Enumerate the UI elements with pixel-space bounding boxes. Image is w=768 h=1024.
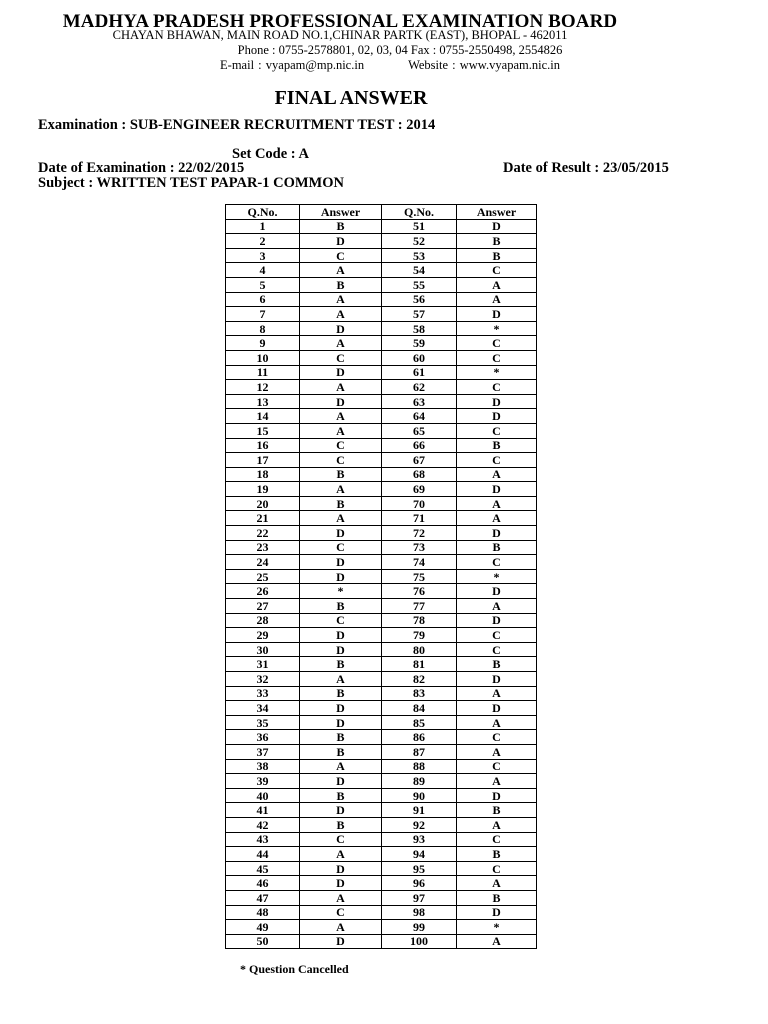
answer-table-body (226, 219, 537, 949)
qno-cell: 19 (226, 482, 300, 497)
qno-cell: 28 (226, 613, 300, 628)
answer-cell: C (300, 248, 382, 263)
qno-cell: 91 (382, 803, 457, 818)
answer-cell: A (457, 817, 537, 832)
answer-cell: D (300, 321, 382, 336)
qno-cell: 70 (382, 496, 457, 511)
answer-cell: B (300, 730, 382, 745)
qno-cell: 14 (226, 409, 300, 424)
answer-cell: B (300, 744, 382, 759)
table-row (226, 248, 537, 263)
answer-cell: D (300, 569, 382, 584)
qno-cell: 1 (226, 219, 300, 234)
answer-cell: D (457, 307, 537, 322)
answer-cell: A (457, 876, 537, 891)
answer-cell: D (457, 394, 537, 409)
answer-key-table (225, 204, 537, 949)
qno-cell: 7 (226, 307, 300, 322)
table-row (226, 569, 537, 584)
answer-cell: D (457, 584, 537, 599)
answer-cell: B (300, 219, 382, 234)
table-row (226, 642, 537, 657)
qno-cell: 37 (226, 744, 300, 759)
qno-cell: 38 (226, 759, 300, 774)
qno-cell: 2 (226, 234, 300, 249)
qno-cell: 49 (226, 920, 300, 935)
qno-cell: 18 (226, 467, 300, 482)
table-row (226, 934, 537, 949)
answer-cell: A (300, 511, 382, 526)
qno-cell: 79 (382, 628, 457, 643)
qno-cell: 11 (226, 365, 300, 380)
answer-cell: B (300, 599, 382, 614)
answer-cell: D (300, 934, 382, 949)
qno-cell: 97 (382, 890, 457, 905)
answer-cell: D (457, 219, 537, 234)
table-row (226, 657, 537, 672)
qno-cell: 82 (382, 672, 457, 687)
answer-cell: C (300, 832, 382, 847)
answer-cell: D (300, 774, 382, 789)
qno-cell: 58 (382, 321, 457, 336)
qno-cell: 78 (382, 613, 457, 628)
qno-cell: 76 (382, 584, 457, 599)
qno-cell: 92 (382, 817, 457, 832)
table-row (226, 219, 537, 234)
answer-cell: A (300, 759, 382, 774)
answer-cell: D (300, 642, 382, 657)
answer-cell: C (300, 613, 382, 628)
qno-cell: 42 (226, 817, 300, 832)
qno-cell: 40 (226, 788, 300, 803)
qno-cell: 53 (382, 248, 457, 263)
table-row (226, 365, 537, 380)
qno-cell: 22 (226, 526, 300, 541)
document-title: FINAL ANSWER (274, 87, 428, 109)
website-text: Website : www.vyapam.nic.in (408, 58, 560, 72)
answer-cell: * (457, 569, 537, 584)
table-row (226, 715, 537, 730)
answer-cell: C (457, 759, 537, 774)
answer-cell: A (300, 409, 382, 424)
table-row (226, 730, 537, 745)
answer-cell: B (300, 277, 382, 292)
answer-cell: C (457, 832, 537, 847)
answer-cell: D (300, 876, 382, 891)
answer-cell: A (457, 511, 537, 526)
table-row (226, 817, 537, 832)
qno-cell: 32 (226, 672, 300, 687)
answer-cell: B (457, 847, 537, 862)
qno-cell: 5 (226, 277, 300, 292)
qno-cell: 85 (382, 715, 457, 730)
qno-cell: 45 (226, 861, 300, 876)
qno-cell: 35 (226, 715, 300, 730)
qno-cell: 74 (382, 555, 457, 570)
qno-cell: 17 (226, 453, 300, 468)
table-row (226, 526, 537, 541)
table-row (226, 511, 537, 526)
answer-cell: C (300, 453, 382, 468)
qno-cell: 95 (382, 861, 457, 876)
qno-cell: 8 (226, 321, 300, 336)
qno-cell: 87 (382, 744, 457, 759)
table-row (226, 803, 537, 818)
answer-cell: C (457, 453, 537, 468)
answer-cell: D (457, 409, 537, 424)
table-row (226, 905, 537, 920)
qno-cell: 81 (382, 657, 457, 672)
table-row (226, 613, 537, 628)
qno-cell: 24 (226, 555, 300, 570)
organization-name: MADHYA PRADESH PROFESSIONAL EXAMINATION BOARD (62, 11, 618, 32)
answer-cell: D (457, 613, 537, 628)
qno-cell: 12 (226, 380, 300, 395)
table-row (226, 409, 537, 424)
answer-cell: B (300, 686, 382, 701)
answer-cell: A (457, 599, 537, 614)
answer-cell: A (300, 307, 382, 322)
qno-cell: 94 (382, 847, 457, 862)
organization-phone: Phone : 0755-2578801, 02, 03, 04 Fax : 0755-2550498, 2554826 (237, 43, 563, 57)
answer-cell: * (300, 584, 382, 599)
qno-cell: 75 (382, 569, 457, 584)
date-of-examination: Date of Examination : 22/02/2015 (38, 160, 245, 176)
answer-cell: D (457, 482, 537, 497)
answer-cell: A (300, 847, 382, 862)
answer-cell: D (457, 905, 537, 920)
qno-cell: 36 (226, 730, 300, 745)
answer-cell: B (457, 890, 537, 905)
qno-cell: 31 (226, 657, 300, 672)
answer-cell: B (457, 234, 537, 249)
qno-cell: 26 (226, 584, 300, 599)
qno-cell: 64 (382, 409, 457, 424)
table-row (226, 496, 537, 511)
qno-cell: 71 (382, 511, 457, 526)
examination-name: Examination : SUB-ENGINEER RECRUITMENT TEST : 2014 (38, 117, 436, 133)
subject-line: Subject : WRITTEN TEST PAPAR-1 COMMON (38, 175, 344, 191)
answer-cell: D (300, 555, 382, 570)
qno-cell: 96 (382, 876, 457, 891)
table-row (226, 599, 537, 614)
qno-cell: 90 (382, 788, 457, 803)
answer-cell: A (457, 496, 537, 511)
qno-cell: 51 (382, 219, 457, 234)
table-row (226, 744, 537, 759)
answer-cell: A (300, 890, 382, 905)
answer-cell: C (300, 350, 382, 365)
table-row (226, 321, 537, 336)
table-row (226, 292, 537, 307)
date-of-result: Date of Result : 23/05/2015 (503, 160, 669, 176)
qno-cell: 69 (382, 482, 457, 497)
answer-cell: C (457, 555, 537, 570)
answer-cell: D (300, 715, 382, 730)
answer-cell: D (300, 701, 382, 716)
qno-cell: 72 (382, 526, 457, 541)
answer-cell: A (300, 423, 382, 438)
table-row (226, 467, 537, 482)
answer-cell: * (457, 920, 537, 935)
answer-cell: C (457, 730, 537, 745)
answer-cell: B (457, 438, 537, 453)
answer-cell: A (457, 934, 537, 949)
table-row (226, 832, 537, 847)
table-row (226, 307, 537, 322)
answer-cell: D (300, 234, 382, 249)
answer-cell: D (457, 701, 537, 716)
qno-cell: 77 (382, 599, 457, 614)
answer-cell: B (457, 248, 537, 263)
qno-cell: 30 (226, 642, 300, 657)
answer-cell: C (300, 438, 382, 453)
table-row (226, 876, 537, 891)
qno-cell: 50 (226, 934, 300, 949)
answer-cell: C (300, 540, 382, 555)
qno-cell: 57 (382, 307, 457, 322)
answer-cell: B (457, 803, 537, 818)
answer-cell: B (300, 496, 382, 511)
table-row (226, 759, 537, 774)
table-row (226, 555, 537, 570)
qno-cell: 6 (226, 292, 300, 307)
qno-cell: 16 (226, 438, 300, 453)
answer-cell: B (300, 467, 382, 482)
qno-cell: 59 (382, 336, 457, 351)
qno-cell: 56 (382, 292, 457, 307)
answer-cell: A (457, 277, 537, 292)
table-header-row (226, 205, 537, 220)
table-row (226, 336, 537, 351)
table-row (226, 350, 537, 365)
qno-cell: 21 (226, 511, 300, 526)
answer-cell: A (300, 672, 382, 687)
qno-cell: 100 (382, 934, 457, 949)
qno-cell: 89 (382, 774, 457, 789)
answer-cell: D (300, 526, 382, 541)
header-answer: Answer (300, 205, 382, 220)
table-row (226, 774, 537, 789)
table-row (226, 438, 537, 453)
answer-cell: A (457, 292, 537, 307)
qno-cell: 65 (382, 423, 457, 438)
table-row (226, 234, 537, 249)
answer-cell: C (457, 380, 537, 395)
qno-cell: 54 (382, 263, 457, 278)
table-row (226, 920, 537, 935)
table-row (226, 584, 537, 599)
qno-cell: 13 (226, 394, 300, 409)
qno-cell: 46 (226, 876, 300, 891)
answer-cell: C (457, 861, 537, 876)
answer-cell: * (457, 365, 537, 380)
qno-cell: 73 (382, 540, 457, 555)
table-row (226, 482, 537, 497)
qno-cell: 43 (226, 832, 300, 847)
table-row (226, 861, 537, 876)
set-code: Set Code : A (232, 146, 309, 162)
answer-cell: D (457, 788, 537, 803)
header-qno: Q.No. (226, 205, 300, 220)
qno-cell: 62 (382, 380, 457, 395)
answer-cell: D (300, 394, 382, 409)
answer-cell: C (457, 628, 537, 643)
answer-cell: * (457, 321, 537, 336)
contact-line (0, 58, 768, 73)
qno-cell: 4 (226, 263, 300, 278)
qno-cell: 88 (382, 759, 457, 774)
qno-cell: 34 (226, 701, 300, 716)
qno-cell: 15 (226, 423, 300, 438)
qno-cell: 93 (382, 832, 457, 847)
qno-cell: 27 (226, 599, 300, 614)
table-row (226, 788, 537, 803)
qno-cell: 41 (226, 803, 300, 818)
table-row (226, 628, 537, 643)
answer-cell: D (457, 526, 537, 541)
table-row (226, 453, 537, 468)
table-row (226, 380, 537, 395)
email-text: E-mail : vyapam@mp.nic.in (220, 58, 365, 72)
answer-cell: A (457, 467, 537, 482)
answer-cell: C (457, 336, 537, 351)
qno-cell: 9 (226, 336, 300, 351)
qno-cell: 25 (226, 569, 300, 584)
table-row (226, 890, 537, 905)
header-answer: Answer (457, 205, 537, 220)
answer-cell: A (300, 920, 382, 935)
cancelled-footnote: * Question Cancelled (240, 962, 349, 976)
answer-cell: A (457, 744, 537, 759)
answer-cell: C (457, 423, 537, 438)
answer-cell: A (300, 263, 382, 278)
answer-cell: A (300, 380, 382, 395)
qno-cell: 52 (382, 234, 457, 249)
qno-cell: 33 (226, 686, 300, 701)
answer-cell: B (300, 817, 382, 832)
qno-cell: 10 (226, 350, 300, 365)
qno-cell: 86 (382, 730, 457, 745)
answer-cell: D (300, 365, 382, 380)
qno-cell: 47 (226, 890, 300, 905)
table-row (226, 277, 537, 292)
header-qno: Q.No. (382, 205, 457, 220)
table-row (226, 672, 537, 687)
qno-cell: 67 (382, 453, 457, 468)
qno-cell: 55 (382, 277, 457, 292)
answer-cell: A (457, 715, 537, 730)
table-row (226, 686, 537, 701)
qno-cell: 20 (226, 496, 300, 511)
qno-cell: 61 (382, 365, 457, 380)
table-row (226, 847, 537, 862)
qno-cell: 3 (226, 248, 300, 263)
table-row (226, 263, 537, 278)
qno-cell: 23 (226, 540, 300, 555)
qno-cell: 29 (226, 628, 300, 643)
qno-cell: 63 (382, 394, 457, 409)
qno-cell: 68 (382, 467, 457, 482)
qno-cell: 66 (382, 438, 457, 453)
answer-cell: B (300, 788, 382, 803)
qno-cell: 39 (226, 774, 300, 789)
answer-cell: D (300, 628, 382, 643)
qno-cell: 48 (226, 905, 300, 920)
qno-cell: 80 (382, 642, 457, 657)
qno-cell: 98 (382, 905, 457, 920)
qno-cell: 83 (382, 686, 457, 701)
answer-cell: C (300, 905, 382, 920)
answer-cell: C (457, 263, 537, 278)
table-row (226, 423, 537, 438)
table-row (226, 394, 537, 409)
answer-cell: A (300, 482, 382, 497)
answer-cell: A (300, 336, 382, 351)
answer-cell: C (457, 350, 537, 365)
answer-cell: D (300, 803, 382, 818)
table-row (226, 701, 537, 716)
answer-cell: B (300, 657, 382, 672)
answer-cell: A (457, 774, 537, 789)
answer-cell: B (457, 657, 537, 672)
qno-cell: 84 (382, 701, 457, 716)
answer-cell: B (457, 540, 537, 555)
answer-cell: C (457, 642, 537, 657)
organization-address: CHAYAN BHAWAN, MAIN ROAD NO.1,CHINAR PARTK (EAST), BHOPAL - 462011 (112, 28, 568, 42)
qno-cell: 99 (382, 920, 457, 935)
answer-cell: A (457, 686, 537, 701)
qno-cell: 44 (226, 847, 300, 862)
qno-cell: 60 (382, 350, 457, 365)
answer-cell: D (457, 672, 537, 687)
answer-cell: D (300, 861, 382, 876)
table-row (226, 540, 537, 555)
answer-cell: A (300, 292, 382, 307)
